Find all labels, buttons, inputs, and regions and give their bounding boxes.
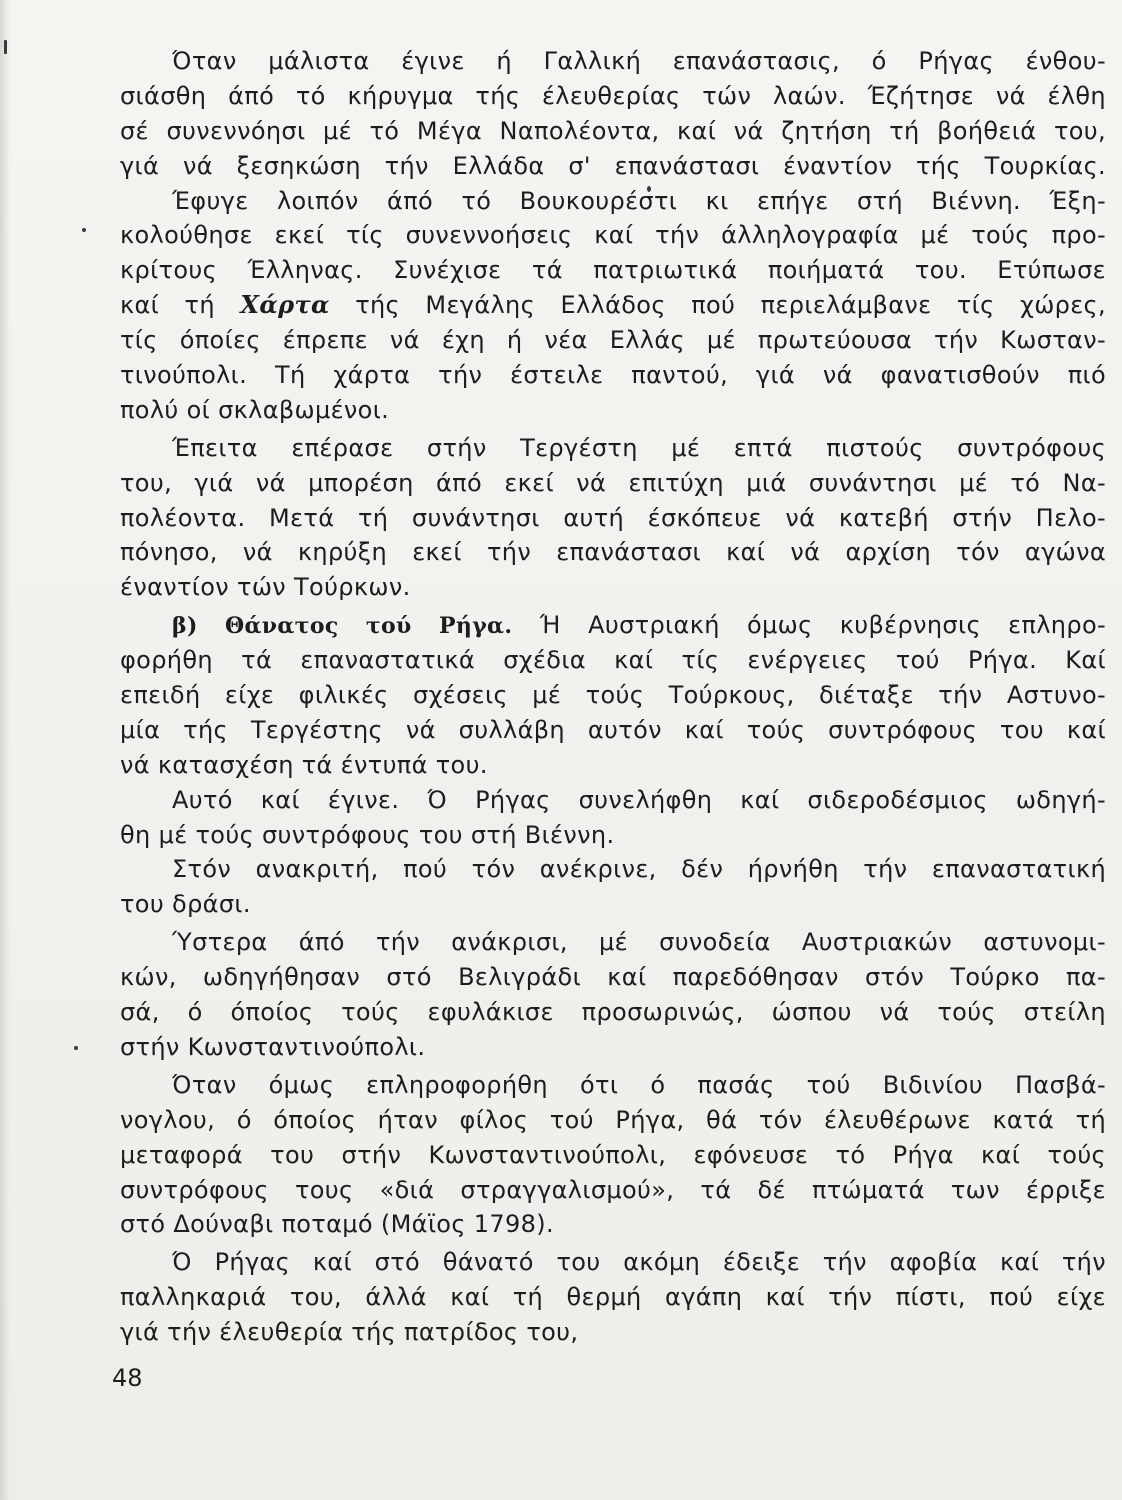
text-line xyxy=(120,288,1106,323)
text-line: πόνησο, νά κηρύξη εκεί τήν επανάστασι καί νά αρχίση τόν αγώνα xyxy=(120,538,1106,567)
text-line: Στόν ανακριτή, πού τόν ανέκρινε, δέν ήρνήθη τήν επαναστατική xyxy=(172,855,1106,884)
text-line: στήν Κωνσταντινούπολι. xyxy=(120,1032,426,1061)
text-line: Έφυγε λοιπόν άπό τό Βουκουρέστι κι επήγε στή Βιέννη. Έξη- xyxy=(172,186,1106,215)
text-line: κρίτους Έλληνας. Συνέχισε τά πατριωτικά ποιήματά του. Ετύπωσε xyxy=(120,256,1106,285)
text-line: κολούθησε εκεί τίς συνεννοήσεις καί τήν άλληλογραφία μέ τούς προ- xyxy=(120,221,1106,250)
text-line: σιάσθη άπό τό κήρυγμα τής έλευθερίας τών λαών. Έζήτησε νά έλθη xyxy=(120,81,1106,110)
body-text xyxy=(120,44,1106,1350)
text-line: νογλου, ό όποίος ήταν φίλος τού Ρήγα, θά τόν έλευθέρωνε κατά τή xyxy=(120,1105,1106,1134)
text-line: τινούπολι. Τή χάρτα τήν έστειλε παντού, γιά νά φανατισθούν πιό xyxy=(120,361,1106,390)
text-line: πολύ οί σκλαβωμένοι. xyxy=(120,395,390,424)
text-line: Ύστερα άπό τήν ανάκρισι, μέ συνοδεία Αυστριακών αστυνομι- xyxy=(172,928,1106,957)
text-line: έναντίον τών Τούρκων. xyxy=(120,573,411,602)
text-line: σά, ό όποίος τούς εφυλάκισε προσωρινώς, ώσπου νά τούς στείλη xyxy=(120,998,1106,1027)
text-line: Όταν όμως επληροφορήθη ότι ό πασάς τού Βιδινίου Πασβά- xyxy=(172,1070,1106,1099)
text-line: παλληκαριά του, άλλά καί τή θερμή αγάπη καί τήν πίστι, πού είχε xyxy=(120,1283,1106,1312)
text-line: του, γιά νά μπορέση άπό εκεί νά επιτύχη μιά συνάντησι μέ τό Να- xyxy=(120,468,1106,497)
text-line: μία τής Τεργέστης νά συλλάβη αυτόν καί τούς συντρόφους του καί xyxy=(120,715,1106,744)
map-title-emphasis: Χάρτα xyxy=(240,290,330,320)
text-line: Ό Ρήγας καί στό θάνατό του ακόμη έδειξε τήν αφοβία καί τήν xyxy=(172,1248,1106,1277)
text-run: καί τή xyxy=(120,291,215,320)
text-line: Έπειτα επέρασε στήν Τεργέστη μέ επτά πιστούς συντρόφους xyxy=(172,433,1106,462)
text-line: επειδή είχε φιλικές σχέσεις μέ τούς Τούρκους, διέταξε τήν Αστυνο- xyxy=(120,681,1106,710)
text-line: μεταφορά του στήν Κωνσταντινούπολι, εφόνευσε τό Ρήγα καί τούς xyxy=(120,1140,1106,1169)
scan-speck xyxy=(74,1046,78,1050)
text-line: θη μέ τούς συντρόφους του στή Βιέννη. xyxy=(120,820,615,849)
text-run: τής Μεγάλης Ελλάδος πού περιελάμβανε τίς χώρες, xyxy=(355,291,1106,320)
text-line: φορήθη τά επαναστατικά σχέδια καί τίς ενέργειες τού Ρήγα. Καί xyxy=(120,646,1106,675)
text-line: συντρόφους τους «διά στραγγαλισμού», τά δέ πτώματά των έρριξε xyxy=(120,1175,1106,1204)
scan-speck xyxy=(82,228,86,232)
text-line: νά κατασχέση τά έντυπά του. xyxy=(120,750,488,779)
text-line: σέ συνεννόησι μέ τό Μέγα Ναπολέοντα, καί νά ζητήση τή βοήθειά του, xyxy=(120,116,1106,145)
text-line: πολέοντα. Μετά τή συνάντησι αυτή έσκόπευε νά κατεβή στήν Πελο- xyxy=(120,503,1106,532)
text-line: Όταν μάλιστα έγινε ή Γαλλική επανάστασις, ό Ρήγας ένθου- xyxy=(172,47,1106,75)
text-line xyxy=(120,608,1106,643)
text-line: κών, ωδηγήθησαν στό Βελιγράδι καί παρεδόθησαν στόν Τούρκο πα- xyxy=(120,963,1106,992)
text-line: του δράσι. xyxy=(120,890,251,919)
text-run: Ή Αυστριακή όμως κυβέρνησις επληρο- xyxy=(539,611,1106,640)
section-heading: β) Θάνατος τού Ρήγα. xyxy=(172,613,513,640)
page-binding-edge xyxy=(0,0,10,1500)
text-line: Αυτό καί έγινε. Ό Ρήγας συνελήφθη καί σιδεροδέσμιος ωδηγή- xyxy=(172,785,1106,814)
text-line: τίς όποίες έπρεπε νά έχη ή νέα Ελλάς μέ πρωτεύουσα τήν Κωσταν- xyxy=(120,326,1106,355)
text-line: στό Δούναβι ποταμό (Μάϊος 1798). xyxy=(120,1210,554,1239)
scan-mark xyxy=(4,40,7,54)
text-line: γιά νά ξεσηκώση τήν Ελλάδα σ' επανάστασι έναντίον τής Τουρκίας. xyxy=(120,151,1106,180)
page-number: 48 xyxy=(112,1364,143,1392)
text-line: γιά τήν έλευθερία τής πατρίδος του, xyxy=(120,1318,579,1347)
